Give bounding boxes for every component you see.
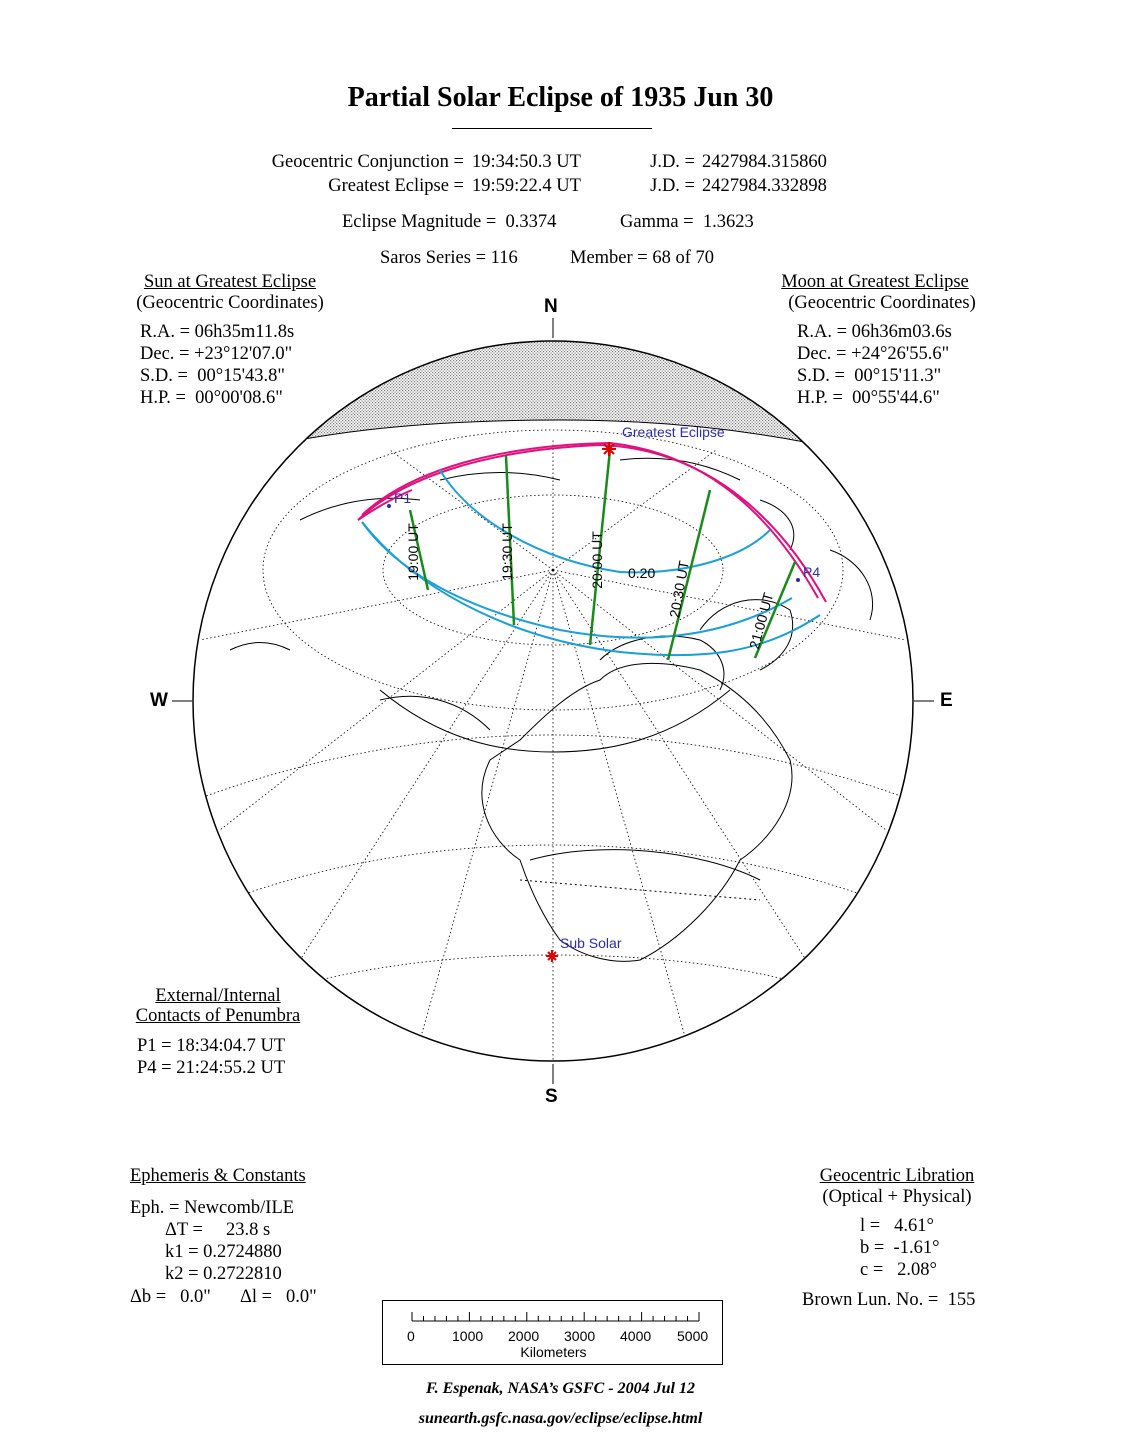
geocentric-conjunction-jd: 2427984.315860 <box>702 152 827 172</box>
coastlines <box>230 458 873 961</box>
moon-heading: Moon at Greatest Eclipse <box>781 272 969 292</box>
moon-dec: Dec. = +24°26'55.6" <box>797 344 950 364</box>
p4-label: P4 <box>803 564 821 580</box>
time-label-2030: 20:30 UT <box>666 559 692 619</box>
terminator <box>180 420 920 470</box>
sub-solar-marker <box>546 950 558 962</box>
greatest-eclipse-label: Greatest Eclipse <box>622 424 725 440</box>
greatest-eclipse-label: Greatest Eclipse = <box>328 176 464 196</box>
p1-label: P1 <box>394 490 412 506</box>
libration-b: b = -1.61° <box>860 1238 940 1258</box>
eclipse-magnitude: Eclipse Magnitude = 0.3374 <box>342 212 557 232</box>
scale-tick-label: 3000 <box>564 1328 596 1344</box>
sun-subheading: (Geocentric Coordinates) <box>136 293 324 313</box>
ephemeris-delta-l: Δl = 0.0" <box>240 1287 317 1307</box>
east-label: E <box>940 690 953 711</box>
time-label-2000: 20:00 UT <box>589 531 605 589</box>
north-label: N <box>544 296 558 317</box>
time-label-1900: 19:00 UT <box>405 523 421 581</box>
geocentric-conjunction-time: 19:34:50.3 UT <box>472 152 581 172</box>
greatest-eclipse-time: 19:59:22.4 UT <box>472 176 581 196</box>
libration-subheading: (Optical + Physical) <box>822 1187 972 1207</box>
scale-tick-label: 2000 <box>508 1328 540 1344</box>
arctic-circle <box>380 690 730 752</box>
sun-heading: Sun at Greatest Eclipse <box>143 272 317 292</box>
sun-sd: S.D. = 00°15'43.8" <box>140 366 285 386</box>
ephemeris-delta-b: Δb = 0.0" <box>130 1287 211 1307</box>
scale-tick-label: 4000 <box>620 1328 652 1344</box>
gamma: Gamma = 1.3623 <box>620 212 754 232</box>
sun-hp: H.P. = 00°00'08.6" <box>140 388 283 408</box>
geocentric-conjunction-jd-label: J.D. = <box>650 152 695 172</box>
moon-ra: R.A. = 06h36m03.6s <box>797 322 952 342</box>
libration-l: l = 4.61° <box>860 1216 934 1236</box>
source-url: sunearth.gsfc.nasa.gov/eclipse/eclipse.html <box>418 1410 703 1427</box>
contacts-heading-2: Contacts of Penumbra <box>135 1006 301 1026</box>
scale-tick-label: 5000 <box>677 1328 709 1344</box>
brown-lunation: Brown Lun. No. = 155 <box>802 1290 976 1310</box>
sun-dec: Dec. = +23°12'07.0" <box>140 344 293 364</box>
page-title: Partial Solar Eclipse of 1935 Jun 30 <box>347 82 774 113</box>
south-label: S <box>545 1086 558 1107</box>
ephemeris-k1: k1 = 0.2724880 <box>165 1242 282 1262</box>
time-label-1930: 19:30 UT <box>499 523 515 581</box>
night-region <box>180 300 920 470</box>
contacts-heading-1: External/Internal <box>155 986 281 1006</box>
ephemeris-heading: Ephemeris & Constants <box>130 1166 306 1186</box>
ephemeris-delta-t: ΔT = 23.8 s <box>165 1220 271 1240</box>
contact-p1: P1 = 18:34:04.7 UT <box>137 1036 286 1056</box>
scale-tick-label: 1000 <box>452 1328 484 1344</box>
greatest-eclipse-jd-label: J.D. = <box>650 176 695 196</box>
scale-box <box>382 1300 723 1365</box>
sun-ra: R.A. = 06h35m11.8s <box>140 322 295 342</box>
contact-p4: P4 = 21:24:55.2 UT <box>137 1058 286 1078</box>
scale-ticks <box>412 1312 699 1321</box>
p1-marker <box>387 504 391 508</box>
graticule <box>195 430 912 1061</box>
moon-sd: S.D. = 00°15'11.3" <box>797 366 942 386</box>
geocentric-conjunction-label: Geocentric Conjunction = <box>271 152 464 172</box>
p4-marker <box>796 578 800 582</box>
sub-solar-label: Sub Solar <box>560 935 622 951</box>
moon-subheading: (Geocentric Coordinates) <box>788 293 976 313</box>
magnitude-label: 0.20 <box>628 565 656 581</box>
libration-heading: Geocentric Libration <box>819 1166 975 1186</box>
moon-hp: H.P. = 00°55'44.6" <box>797 388 940 408</box>
west-label: W <box>150 690 168 711</box>
scale-unit: Kilometers <box>520 1344 587 1360</box>
greatest-eclipse-jd: 2427984.332898 <box>702 176 827 196</box>
greatest-eclipse-marker <box>602 442 616 456</box>
credit: F. Espenak, NASA’s GSFC - 2004 Jul 12 <box>426 1380 695 1397</box>
libration-c: c = 2.08° <box>860 1260 937 1280</box>
saros-series: Saros Series = 116 <box>380 248 518 268</box>
ephemeris-eph: Eph. = Newcomb/ILE <box>130 1198 295 1218</box>
ephemeris-k2: k2 = 0.2722810 <box>165 1264 282 1284</box>
time-label-2100: 21:00 UT <box>745 590 777 651</box>
saros-member: Member = 68 of 70 <box>570 248 715 268</box>
scale-tick-label: 0 <box>407 1328 415 1344</box>
